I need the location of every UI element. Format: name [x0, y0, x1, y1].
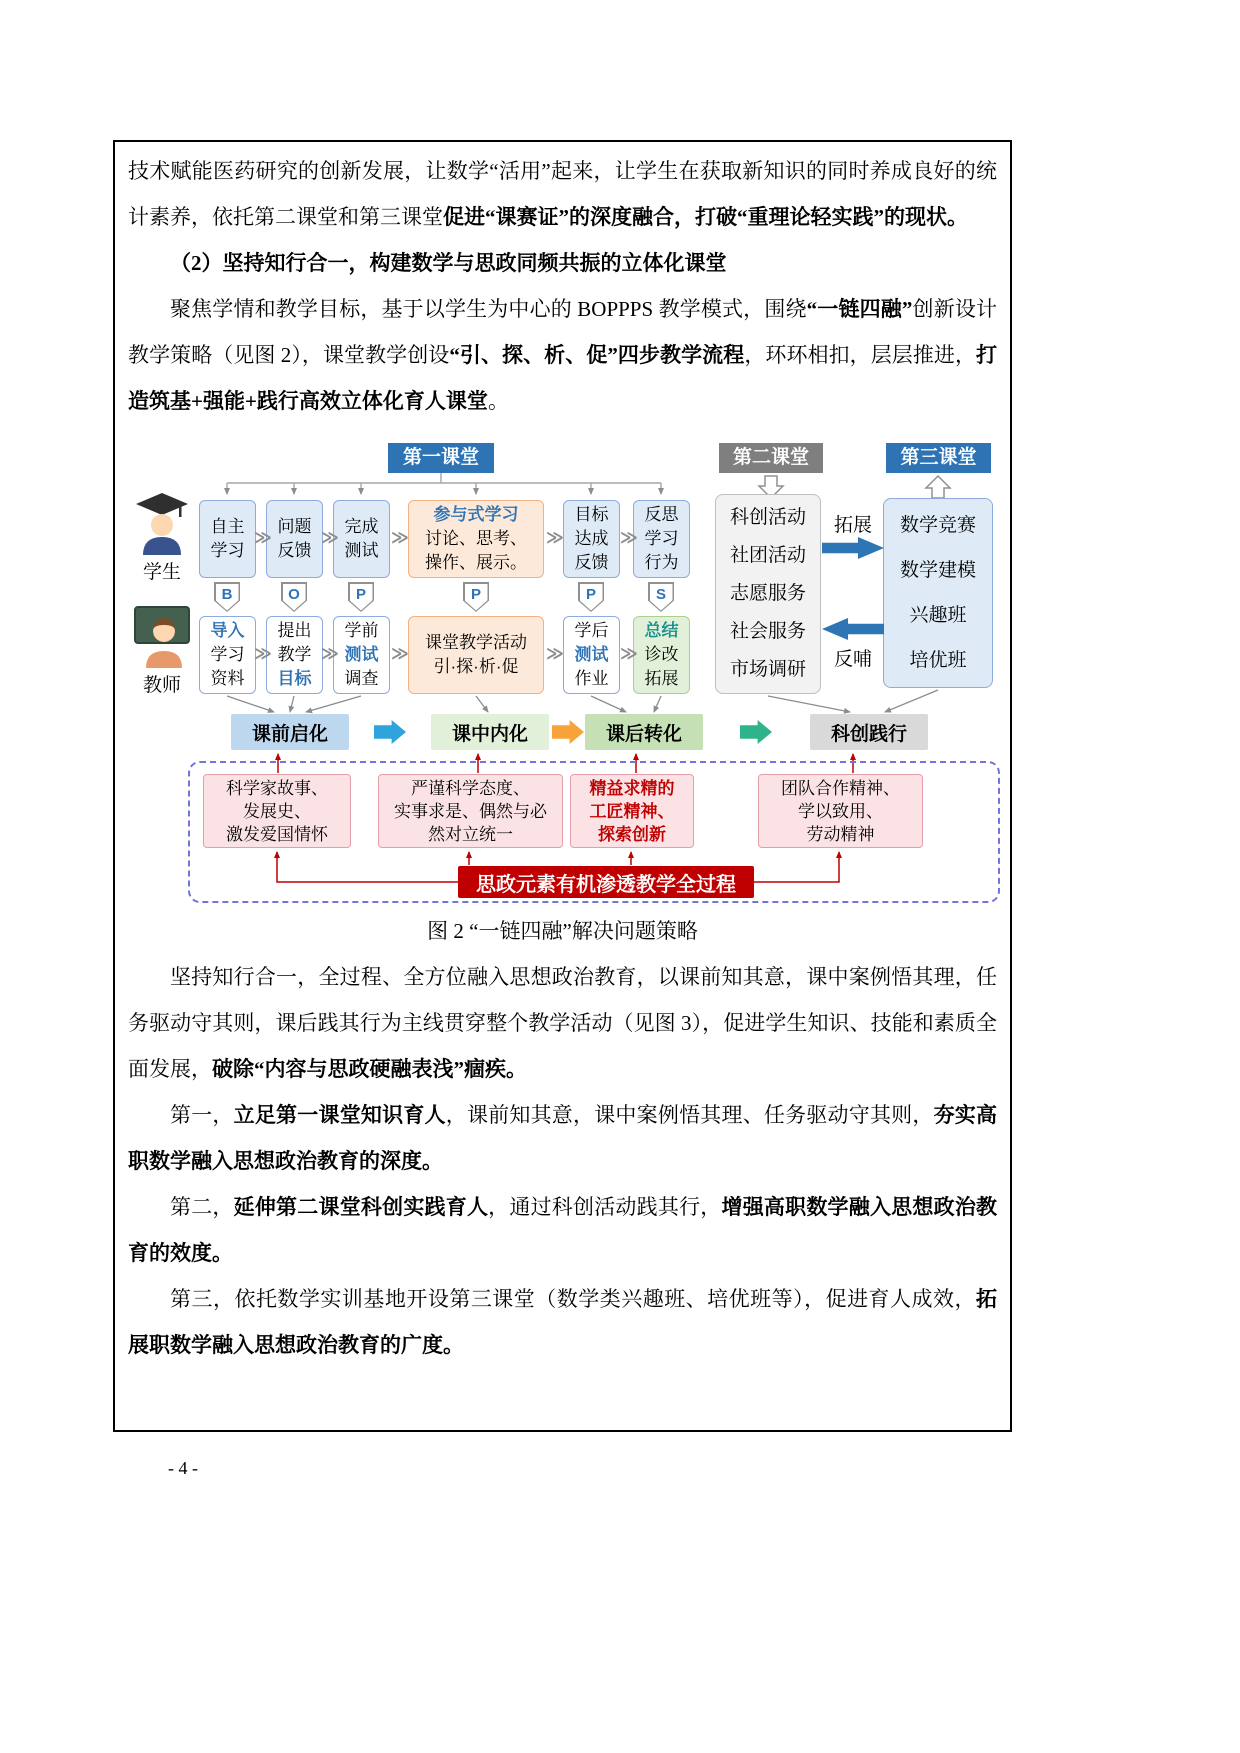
text-run: 坚持知行合一，全过程、全方位融入思想政治教育，以课前知其意，课中案例悟其理，任务驱动守其则，课后践其行为主线贯穿整个教学活动（见图 3），促进学生知识、技能和素质全面发展， [128, 965, 997, 1081]
paragraph-5 [128, 1184, 997, 1276]
text-run-bold: 破除“内容与思政硬融表浅”痼疾。 [212, 1057, 527, 1081]
chevron-icon: ≫ [546, 528, 564, 547]
boppps-marker-p3: P [578, 582, 604, 612]
ideology-banner: 思政元素有机渗透教学全过程 [458, 866, 754, 898]
boppps-marker-o: O [281, 582, 307, 612]
text-run: 技术赋能医药研究的创新发展，让数学“活用”起来，让学生在获取新知识的同时养成良好的统计素养，依托第二课堂和第三课堂 [128, 159, 997, 229]
student-box-goal: 目标 达成 反馈 [563, 500, 620, 578]
text-run-bold: 打造筑基+强能+践行高效立体化育人课堂 [128, 343, 998, 413]
text-run-bold: 立足第一课堂知识育人 [233, 1103, 446, 1127]
text-run: ，课前知其意，课中案例悟其理、任务驱动守其则， [445, 1103, 934, 1127]
stage-in-class: 课中内化 [431, 714, 549, 750]
teacher-icon [134, 604, 190, 668]
teacher-box-posttest: 学后 测试 作业 [563, 616, 620, 694]
student-box-participatory: 参与式学习 讨论、思考、 操作、展示。 [408, 500, 544, 578]
text-run: 创新设计教学策略（见图 2），课堂教学创设 [128, 297, 998, 367]
text-run-bold: 促进“课赛证”的深度融合，打破“重理论轻实践”的现状。 [443, 205, 968, 229]
hollow-up-arrow-icon [926, 476, 950, 498]
text-run-bold: “一链四融” [806, 297, 913, 321]
paragraph-2 [128, 286, 997, 424]
document-page [113, 140, 1012, 1432]
figure-2-diagram [128, 436, 999, 906]
second-classroom-activities-panel: 科创活动 社团活动 志愿服务 社会服务 市场调研 [715, 494, 821, 694]
chevron-icon: ≫ [546, 644, 564, 663]
chevron-icon: ≫ [620, 528, 638, 547]
paragraph-4 [128, 1092, 997, 1184]
ideology-box-teamwork: 团队合作精神、 学以致用、 劳动精神 [758, 774, 923, 848]
chevron-icon: ≫ [321, 528, 339, 547]
stage-after-class: 课后转化 [585, 714, 703, 750]
boppps-marker-p1: P [348, 582, 374, 612]
text-run: 第二， [170, 1195, 234, 1219]
teacher-box-summary: 总结 诊改 拓展 [633, 616, 690, 694]
label-second-classroom: 第二课堂 [719, 443, 823, 473]
teacher-box-classroom-activity: 课堂教学活动 引·探·析·促 [408, 616, 544, 694]
section-heading: （2）坚持知行合一，构建数学与思政同频共振的立体化课堂 [170, 251, 727, 275]
figure-caption: 图 2 “一链四融”解决问题策略 [427, 919, 698, 943]
teacher-label: 教师 [142, 675, 181, 696]
stage-sci-practice: 科创践行 [810, 714, 928, 750]
text-run: 。 [487, 389, 509, 413]
ideology-box-patriotism: 科学家故事、 发展史、 激发爱国情怀 [203, 774, 351, 848]
chevron-icon: ≫ [391, 528, 409, 547]
student-icon [134, 491, 190, 555]
chevron-icon: ≫ [254, 644, 272, 663]
teacher-box-goals: 提出 教学 目标 [266, 616, 323, 694]
teacher-actor [130, 604, 194, 697]
paragraph-1 [128, 148, 997, 240]
text-run: 第一， [170, 1103, 234, 1127]
text-run-bold: 夯实高职数学融入思想政治教育的深度。 [128, 1103, 998, 1173]
chevron-icon: ≫ [620, 644, 638, 663]
label-third-classroom: 第三课堂 [886, 443, 991, 473]
student-actor [130, 491, 194, 584]
text-run: 第三，依托数学实训基地开设第三课堂（数学类兴趣班、培优班等），促进育人成效， [170, 1287, 976, 1311]
text-run: ，环环相扣，层层推进， [744, 343, 977, 367]
chevron-icon: ≫ [254, 528, 272, 547]
boppps-marker-s: S [648, 582, 674, 612]
teacher-box-import: 导入 学习 资料 [199, 616, 256, 694]
text-run: 聚焦学情和教学目标，基于以学生为中心的 BOPPPS 教学模式，围绕 [170, 297, 807, 321]
label-first-classroom: 第一课堂 [388, 443, 494, 473]
student-label: 学生 [142, 562, 181, 583]
text-run-bold: 拓展职数学融入思想政治教育的广度。 [128, 1287, 997, 1357]
student-box-test: 完成 测试 [333, 500, 390, 578]
ideology-box-craftsman-spirit: 精益求精的 工匠精神、 探索创新 [570, 774, 694, 848]
stage-pre-class: 课前启化 [231, 714, 349, 750]
ideology-box-science-attitude: 严谨科学态度、 实事求是、偶然与必 然对立统一 [378, 774, 563, 848]
text-run-bold: “引、探、析、促”四步教学流程 [449, 343, 745, 367]
chevron-icon: ≫ [391, 644, 409, 663]
student-box-self-study: 自主 学习 [199, 500, 256, 578]
text-run-bold: 增强高职数学融入思想政治教育的效度。 [128, 1195, 998, 1265]
expand-label: 拓展 [833, 515, 872, 536]
boppps-marker-p2: P [463, 582, 489, 612]
text-run: ，通过科创活动践其行， [488, 1195, 722, 1219]
feedback-label: 反哺 [833, 649, 872, 670]
paragraph-3 [128, 954, 997, 1092]
paragraph-6 [128, 1276, 997, 1368]
teacher-box-pretest: 学前 测试 调查 [333, 616, 390, 694]
student-box-feedback: 问题 反馈 [266, 500, 323, 578]
text-run-bold: 延伸第二课堂科创实践育人 [233, 1195, 489, 1219]
chevron-icon: ≫ [321, 644, 339, 663]
boppps-marker-b: B [214, 582, 240, 612]
page-number: - 4 - [168, 1458, 198, 1478]
student-box-reflect: 反思 学习 行为 [633, 500, 690, 578]
third-classroom-activities-panel: 数学竞赛 数学建模 兴趣班 培优班 [883, 498, 993, 688]
